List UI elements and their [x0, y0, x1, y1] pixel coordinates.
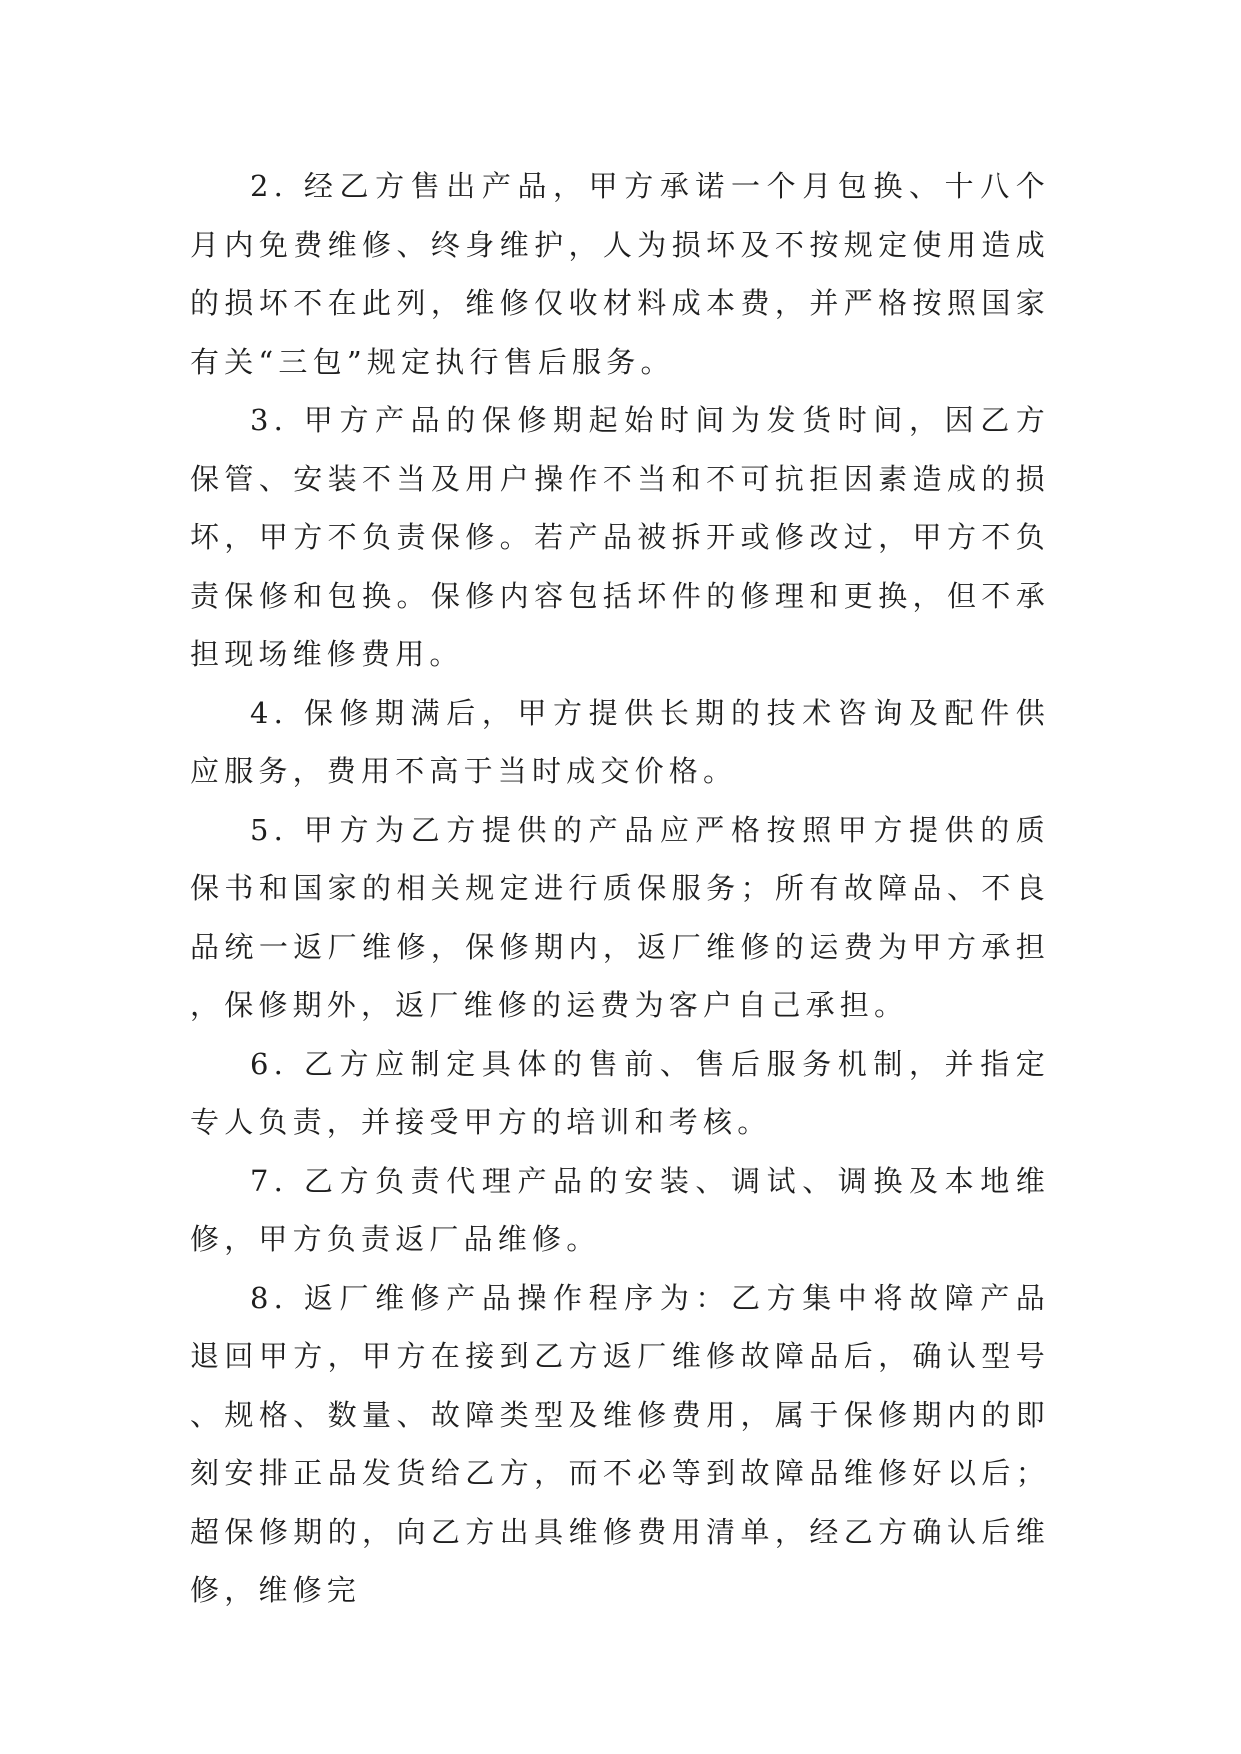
- document-body: [190, 157, 1050, 1620]
- clause-2: 2. 经乙方售出产品，甲方承诺一个月包换、十八个月内免费维修、终身维护，人为损坏及不按规定使用造成的损坏不在此列，维修仅收材料成本费，并严格按照国家有关“三包”规定执行售后服务。: [190, 169, 1050, 379]
- clause-3: 3. 甲方产品的保修期起始时间为发货时间，因乙方保管、安装不当及用户操作不当和不可抗拒因素造成的损坏，甲方不负责保修。若产品被拆开或修改过，甲方不负责保修和包换。保修内容包括坏件的修理和更换，但不承担现场维修费用。: [190, 403, 1050, 671]
- clause-5: 5. 甲方为乙方提供的产品应严格按照甲方提供的质保书和国家的相关规定进行质保服务；所有故障品、不良品统一返厂维修，保修期内，返厂维修的运费为甲方承担，保修期外，返厂维修的运费为客户自己承担。: [190, 812, 1050, 1022]
- clause-4: 4. 保修期满后，甲方提供长期的技术咨询及配件供应服务，费用不高于当时成交价格。: [190, 695, 1050, 788]
- clause-7: 7. 乙方负责代理产品的安装、调试、调换及本地维修，甲方负责返厂品维修。: [190, 1163, 1050, 1256]
- clause-6: 6. 乙方应制定具体的售前、售后服务机制，并指定专人负责，并接受甲方的培训和考核。: [190, 1046, 1050, 1139]
- clause-8: 8. 返厂维修产品操作程序为：乙方集中将故障产品退回甲方，甲方在接到乙方返厂维修故障品后，确认型号、规格、数量、故障类型及维修费用，属于保修期内的即刻安排正品发货给乙方，而不必等到故障品维修好以后；超保修期的，向乙方出具维修费用清单，经乙方确认后维修，维修完: [190, 1280, 1050, 1607]
